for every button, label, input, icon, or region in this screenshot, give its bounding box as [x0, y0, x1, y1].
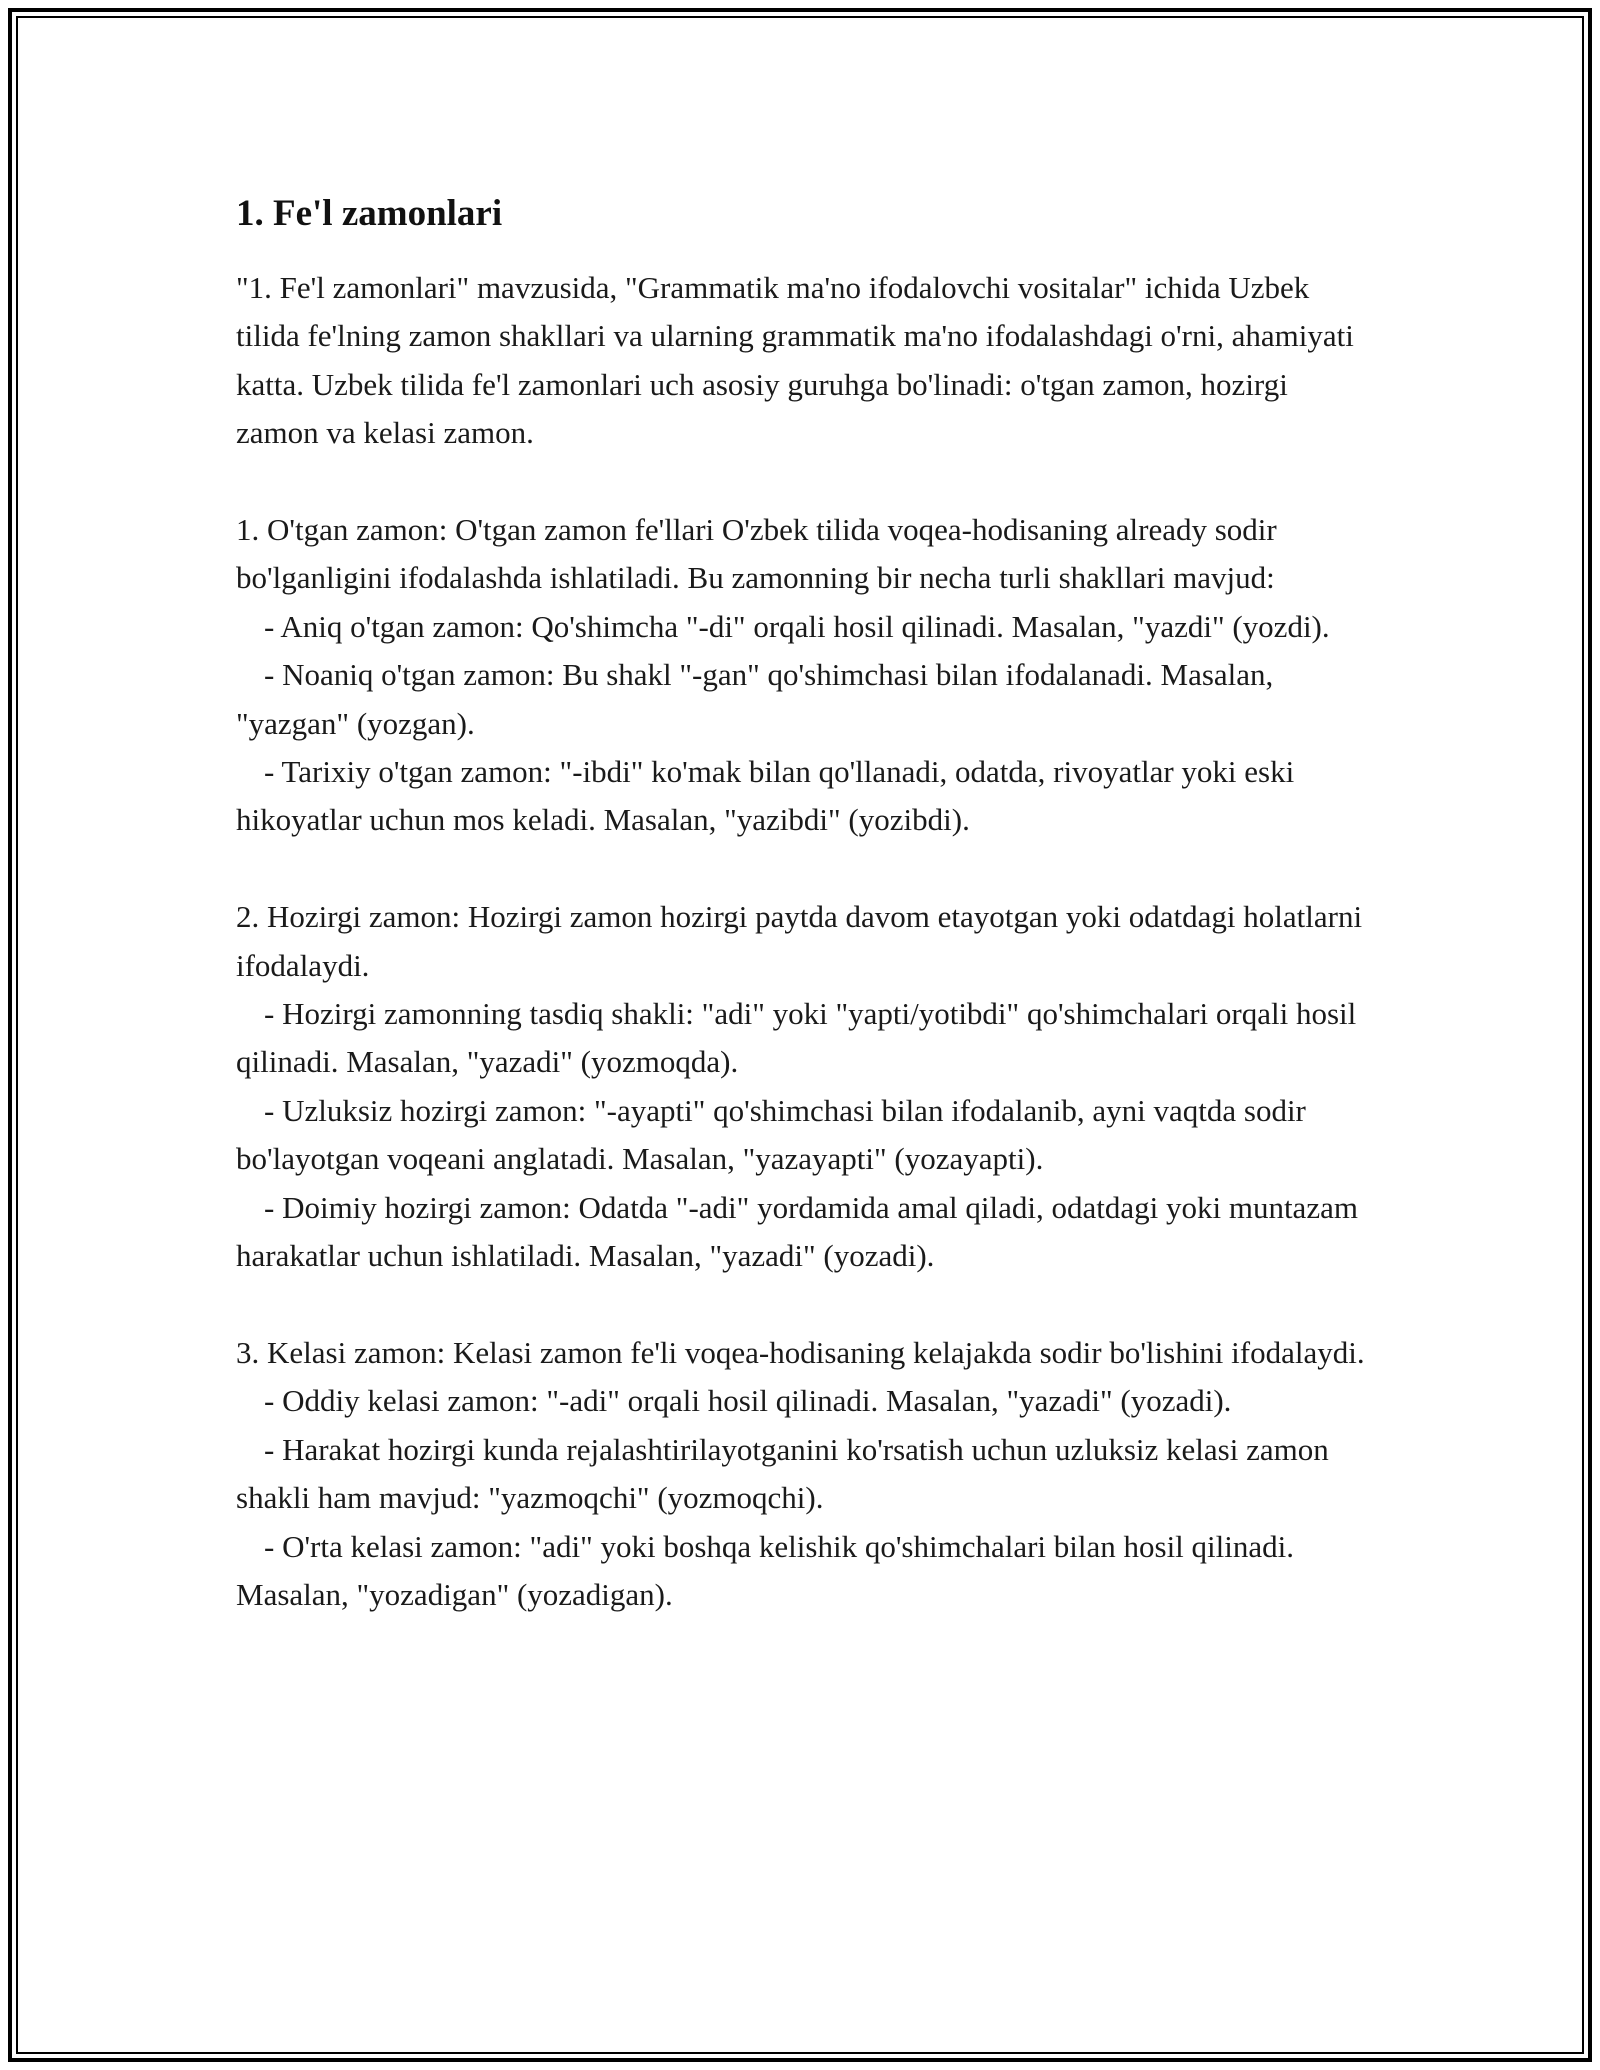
list-item-text: - Uzluksiz hozirgi zamon: "-ayapti" qo'shimchasi bilan ifodalanib, ayni vaqtda sodir bo'layotgan voqeani anglatadi. Masalan, "yazayapti" (yozayapti).	[236, 1092, 1306, 1177]
section-heading-past-tense: 1. O'tgan zamon: O'tgan zamon fe'llari O'zbek tilida voqea-hodisaning already sodir bo'lganligini ifodalashda ishlatiladi. Bu zamonning bir necha turli shakllari mavjud:	[236, 512, 1277, 596]
document-body	[236, 188, 1366, 1619]
section-heading-present-tense: 2. Hozirgi zamon: Hozirgi zamon hozirgi paytda davom etayotgan yoki odatdagi holatlarni ifodalaydi.	[236, 899, 1363, 983]
paragraph-spacer	[236, 845, 1366, 893]
list-item-text: - Noaniq o'tgan zamon: Bu shakl "-gan" qo'shimchasi bilan ifodalanadi. Masalan, "yazgan" (yozgan).	[236, 657, 1274, 741]
list-item-text: - Hozirgi zamonning tasdiq shakli: "adi" yoki "yapti/yotibdi" qo'shimchalari orqali hosil qilinadi. Masalan, "yazadi" (yozmoqda).	[236, 996, 1357, 1080]
section-heading-future-tense: 3. Kelasi zamon: Kelasi zamon fe'li voqea-hodisaning kelajakda sodir bo'lishini ifodalaydi.	[236, 1334, 1365, 1370]
list-item	[236, 651, 1366, 748]
paragraph-spacer	[236, 458, 1366, 506]
document-title: 1. Fe'l zamonlari	[236, 193, 503, 234]
list-item	[236, 603, 1366, 651]
list-item	[236, 1184, 1366, 1281]
list-item	[236, 990, 1366, 1087]
paragraph-spacer	[236, 1281, 1366, 1329]
list-item	[236, 1087, 1366, 1184]
list-item	[236, 748, 1366, 845]
list-item-text: - Tarixiy o'tgan zamon: "-ibdi" ko'mak bilan qo'llanadi, odatda, rivoyatlar yoki eski hikoyatlar uchun mos keladi. Masalan, "yazibdi" (yozibdi).	[236, 754, 1295, 838]
list-item	[236, 1377, 1366, 1425]
list-item-text: - Doimiy hozirgi zamon: Odatda "-adi" yordamida amal qiladi, odatdagi yoki muntazam harakatlar uchun ishlatiladi. Masalan, "yazadi" (yozadi).	[236, 1189, 1358, 1274]
list-item	[236, 1523, 1366, 1620]
intro-paragraph: "1. Fe'l zamonlari" mavzusida, "Grammatik ma'no ifodalovchi vositalar" ichida Uzbek tilida fe'lning zamon shakllari va ularning grammatik ma'no ifodalashdagi o'rni, ahamiyati katta. Uzbek tilida fe'l zamonlari uch asosiy guruhga bo'linadi: o'tgan zamon, hozirgi zamon va kelasi zamon.	[236, 270, 1354, 451]
list-item-text: - Oddiy kelasi zamon: "-adi" orqali hosil qilinadi. Masalan, "yazadi" (yozadi).	[264, 1383, 1232, 1419]
list-item	[236, 1426, 1366, 1523]
list-item-text: - O'rta kelasi zamon: "adi" yoki boshqa kelishik qo'shimchalari bilan hosil qilinadi. Masalan, "yozadigan" (yozadigan).	[236, 1528, 1295, 1612]
list-item-text: - Harakat hozirgi kunda rejalashtirilayotganini ko'rsatish uchun uzluksiz kelasi zamon shakli ham mavjud: "yazmoqchi" (yozmoqchi).	[236, 1431, 1329, 1516]
list-item-text: - Aniq o'tgan zamon: Qo'shimcha "-di" orqali hosil qilinadi. Masalan, "yazdi" (yozdi).	[264, 608, 1330, 644]
